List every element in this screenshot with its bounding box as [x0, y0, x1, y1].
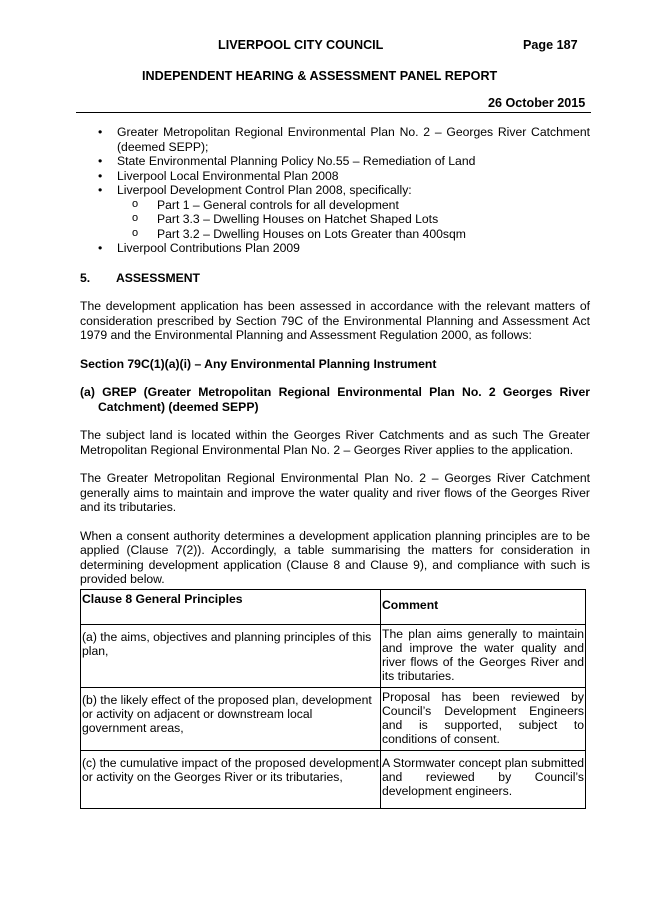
document-body: [80, 125, 590, 587]
list-item-label: Liverpool Development Control Plan 2008, specifically:: [117, 183, 412, 197]
list-item: • Greater Metropolitan Regional Environmental Plan No. 2 – Georges River Catchment (deemed SEPP);: [80, 125, 590, 154]
assessment-intro: The development application has been assessed in accordance with the relevant matters of consideration prescribed by Section 79C of the Environmental Planning and Assessment Act 1979 and the Environmental Planning and Assessment Regulation 2000, as follows:: [80, 299, 590, 342]
section-title: ASSESSMENT: [116, 270, 200, 285]
subsection-heading: Section 79C(1)(a)(i) – Any Environmental Planning Instrument: [80, 356, 437, 371]
principle-cell: (c) the cumulative impact of the proposed development or activity on the Georges River or its tributaries,: [81, 751, 381, 809]
table-row: [81, 625, 586, 688]
page-number: Page 187: [523, 38, 578, 52]
paragraph: The Greater Metropolitan Regional Environmental Plan No. 2 – Georges River Catchment generally aims to maintain and improve the water quality and river flows of the Georges River and its tributaries.: [80, 471, 590, 514]
list-item: • State Environmental Planning Policy No.55 – Remediation of Land: [80, 154, 590, 169]
report-title: INDEPENDENT HEARING & ASSESSMENT PANEL REPORT: [142, 69, 498, 83]
header-divider: [76, 112, 591, 113]
table-header-row: [81, 590, 586, 625]
sub-list-item: o Part 1 – General controls for all development: [117, 198, 590, 213]
council-name: LIVERPOOL CITY COUNCIL: [218, 38, 384, 52]
grep-heading: (a) GREP (Greater Metropolitan Regional Environmental Plan No. 2 Georges River Catchment) (deemed SEPP): [80, 385, 590, 414]
comment-cell: Proposal has been reviewed by Council’s Development Engineers and is supported, subject to conditions of consent.: [381, 688, 586, 751]
list-item: [80, 183, 590, 241]
table-row: [81, 751, 586, 809]
clause8-table: [80, 589, 586, 809]
sub-list-item: o Part 3.2 – Dwelling Houses on Lots Greater than 400sqm: [117, 227, 590, 242]
list-item: • Liverpool Contributions Plan 2009: [80, 241, 590, 256]
dcp-part-list: [117, 198, 590, 242]
comment-cell: A Stormwater concept plan submitted and reviewed by Council’s development engineers.: [381, 751, 586, 809]
section-heading: [80, 271, 590, 286]
table-row: [81, 688, 586, 751]
section-number: 5.: [80, 270, 91, 285]
list-item: • Liverpool Local Environmental Plan 2008: [80, 169, 590, 184]
instrument-list: [80, 125, 590, 256]
paragraph: The subject land is located within the Georges River Catchments and as such The Greater Metropolitan Regional Environmental Plan No. 2 – Georges River applies to the application.: [80, 428, 590, 457]
principle-cell: (a) the aims, objectives and planning principles of this plan,: [81, 625, 381, 688]
principle-cell: (b) the likely effect of the proposed plan, development or activity on adjacent or downstream local government areas,: [81, 688, 381, 751]
column-header: Clause 8 General Principles: [81, 590, 381, 625]
report-date: 26 October 2015: [488, 96, 586, 110]
sub-list-item: o Part 3.3 – Dwelling Houses on Hatchet Shaped Lots: [117, 212, 590, 227]
column-header: Comment: [381, 590, 586, 625]
paragraph: When a consent authority determines a development application planning principles are to be applied (Clause 7(2)). Accordingly, a table summarising the matters for consideration in determining development application (Clause 8 and Clause 9), and compliance with such is provided below.: [80, 528, 590, 586]
comment-cell: The plan aims generally to maintain and improve the water quality and river flows of the Georges River and its tributaries.: [381, 625, 586, 688]
